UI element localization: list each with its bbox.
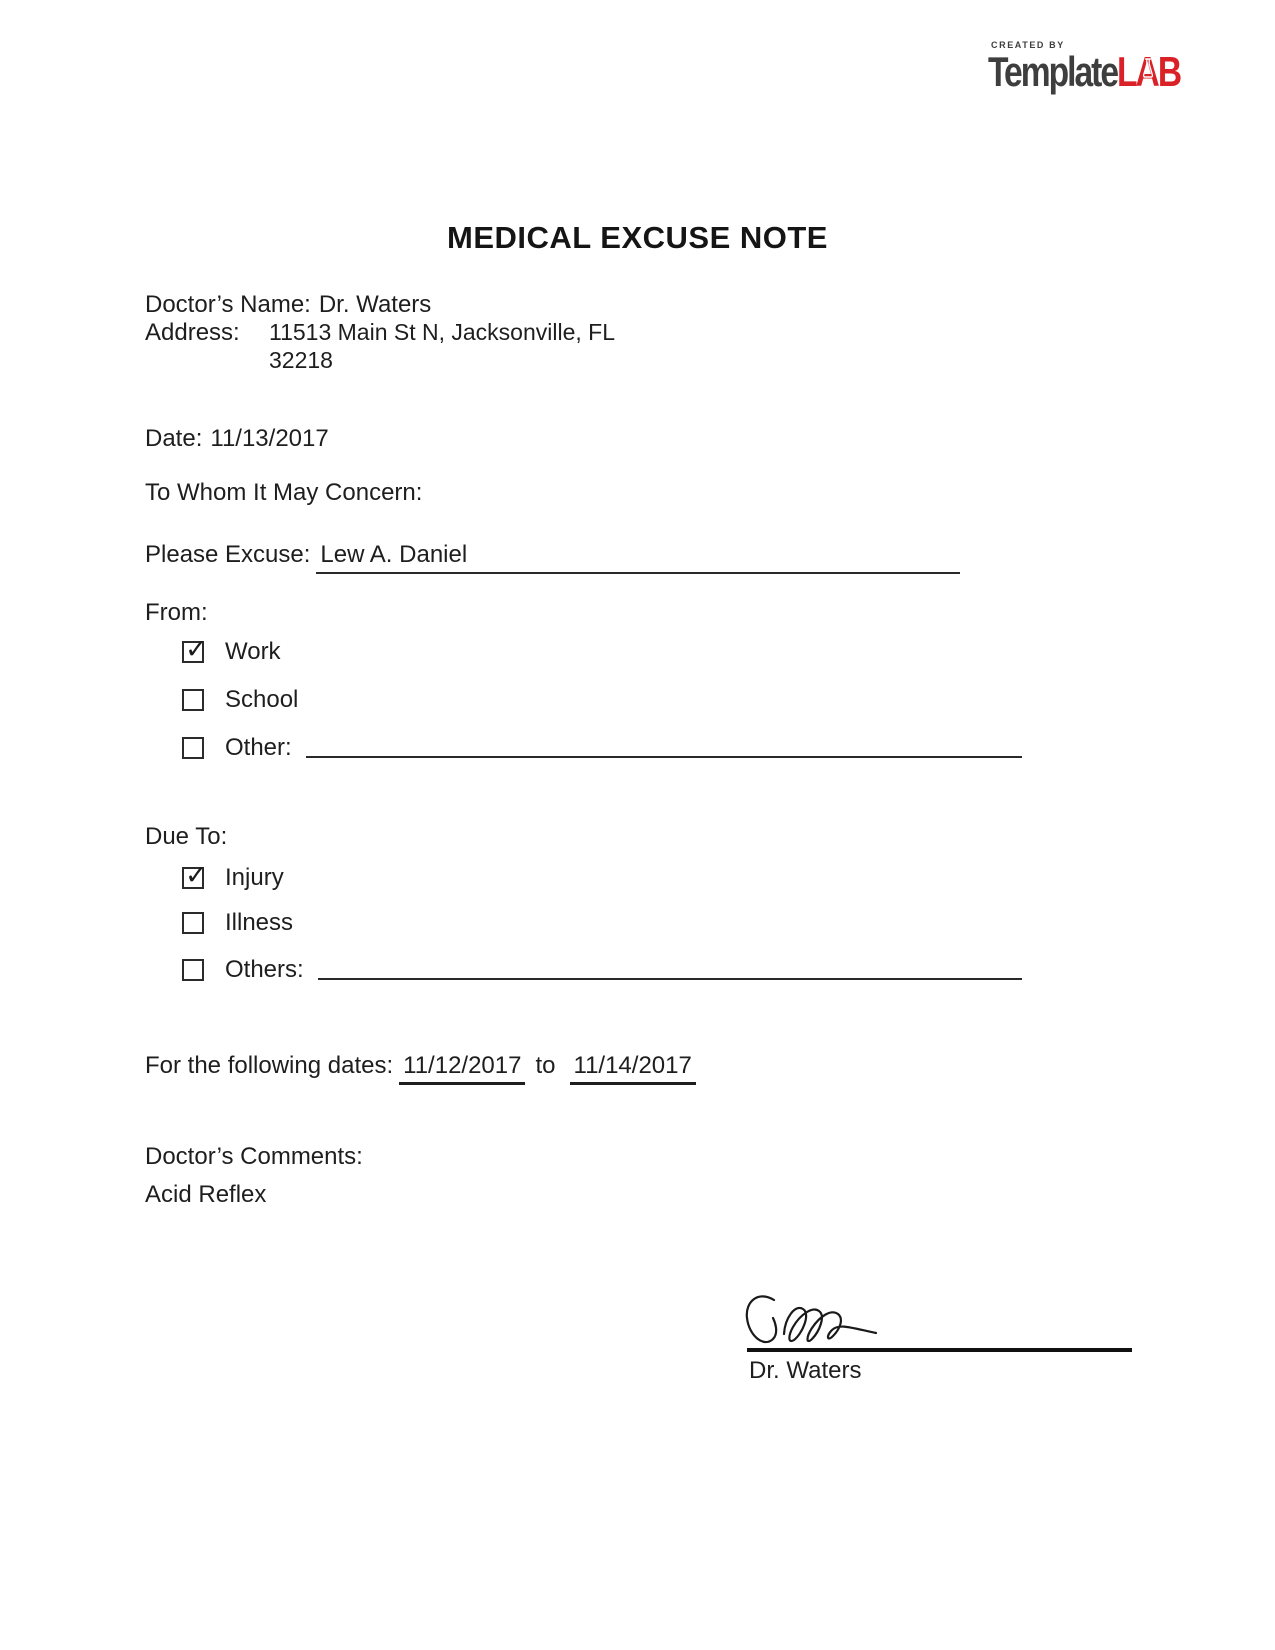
- illness-checkbox[interactable]: [182, 912, 204, 934]
- illness-label: Illness: [225, 909, 294, 936]
- other-label: Other:: [225, 734, 292, 761]
- excuse-line: [145, 541, 960, 574]
- excuse-name-field[interactable]: Lew A. Daniel: [316, 541, 960, 574]
- page-title: MEDICAL EXCUSE NOTE: [447, 220, 828, 255]
- school-checkbox[interactable]: [182, 689, 204, 711]
- doctor-name-line: [145, 291, 431, 320]
- excuse-label: Please Excuse:: [145, 541, 311, 568]
- dates-label: For the following dates:: [145, 1052, 394, 1079]
- address-value: 11513 Main St N, Jacksonville, FL: [269, 319, 616, 345]
- templatelab-logo: [988, 40, 1228, 93]
- logo-created-by-text: CREATED BY: [991, 40, 1065, 50]
- doctor-name-value: Dr. Waters: [318, 291, 432, 318]
- from-option-work: [182, 634, 1022, 666]
- address-label: Address:: [145, 319, 240, 346]
- due-to-option-injury: [182, 860, 1022, 892]
- injury-label: Injury: [225, 864, 284, 891]
- dates-line: [145, 1052, 696, 1085]
- others-label: Others:: [225, 956, 304, 983]
- from-option-other: [182, 734, 1022, 762]
- signature-line: [747, 1348, 1132, 1352]
- logo-brand-text: [988, 48, 1181, 95]
- date-value: 11/13/2017: [210, 425, 329, 452]
- due-to-option-others: [182, 956, 1022, 984]
- others-checkbox[interactable]: [182, 959, 204, 981]
- logo-lab-text: LAB: [1117, 48, 1181, 95]
- checkmark-icon: ✓: [185, 634, 208, 664]
- signature-image: [742, 1292, 882, 1352]
- logo-template-text: Template: [988, 48, 1118, 95]
- address-zip: 32218: [269, 347, 333, 373]
- due-to-section-label: Due To:: [145, 823, 228, 850]
- start-date-field[interactable]: 11/12/2017: [399, 1052, 525, 1085]
- date-label: Date:: [145, 425, 203, 452]
- school-label: School: [225, 686, 299, 713]
- other-checkbox[interactable]: [182, 737, 204, 759]
- due-to-option-illness: [182, 909, 1022, 937]
- end-date-field[interactable]: 11/14/2017: [570, 1052, 696, 1085]
- from-option-school: [182, 686, 1022, 714]
- comments-value: Acid Reflex: [145, 1181, 267, 1208]
- salutation: To Whom It May Concern:: [145, 479, 423, 506]
- work-label: Work: [225, 638, 281, 665]
- dates-connector: to: [535, 1052, 556, 1079]
- injury-checkbox[interactable]: [182, 860, 208, 890]
- signature-name: Dr. Waters: [749, 1357, 862, 1384]
- flask-icon: [1142, 57, 1155, 79]
- date-line: [145, 425, 329, 454]
- checkmark-icon: ✓: [185, 860, 208, 890]
- others-fill-line[interactable]: [318, 960, 1022, 980]
- work-checkbox[interactable]: [182, 634, 208, 664]
- comments-label: Doctor’s Comments:: [145, 1143, 363, 1170]
- from-section-label: From:: [145, 599, 208, 626]
- other-fill-line[interactable]: [306, 738, 1022, 758]
- address-line: [145, 319, 615, 348]
- doctor-name-label: Doctor’s Name:: [145, 291, 311, 318]
